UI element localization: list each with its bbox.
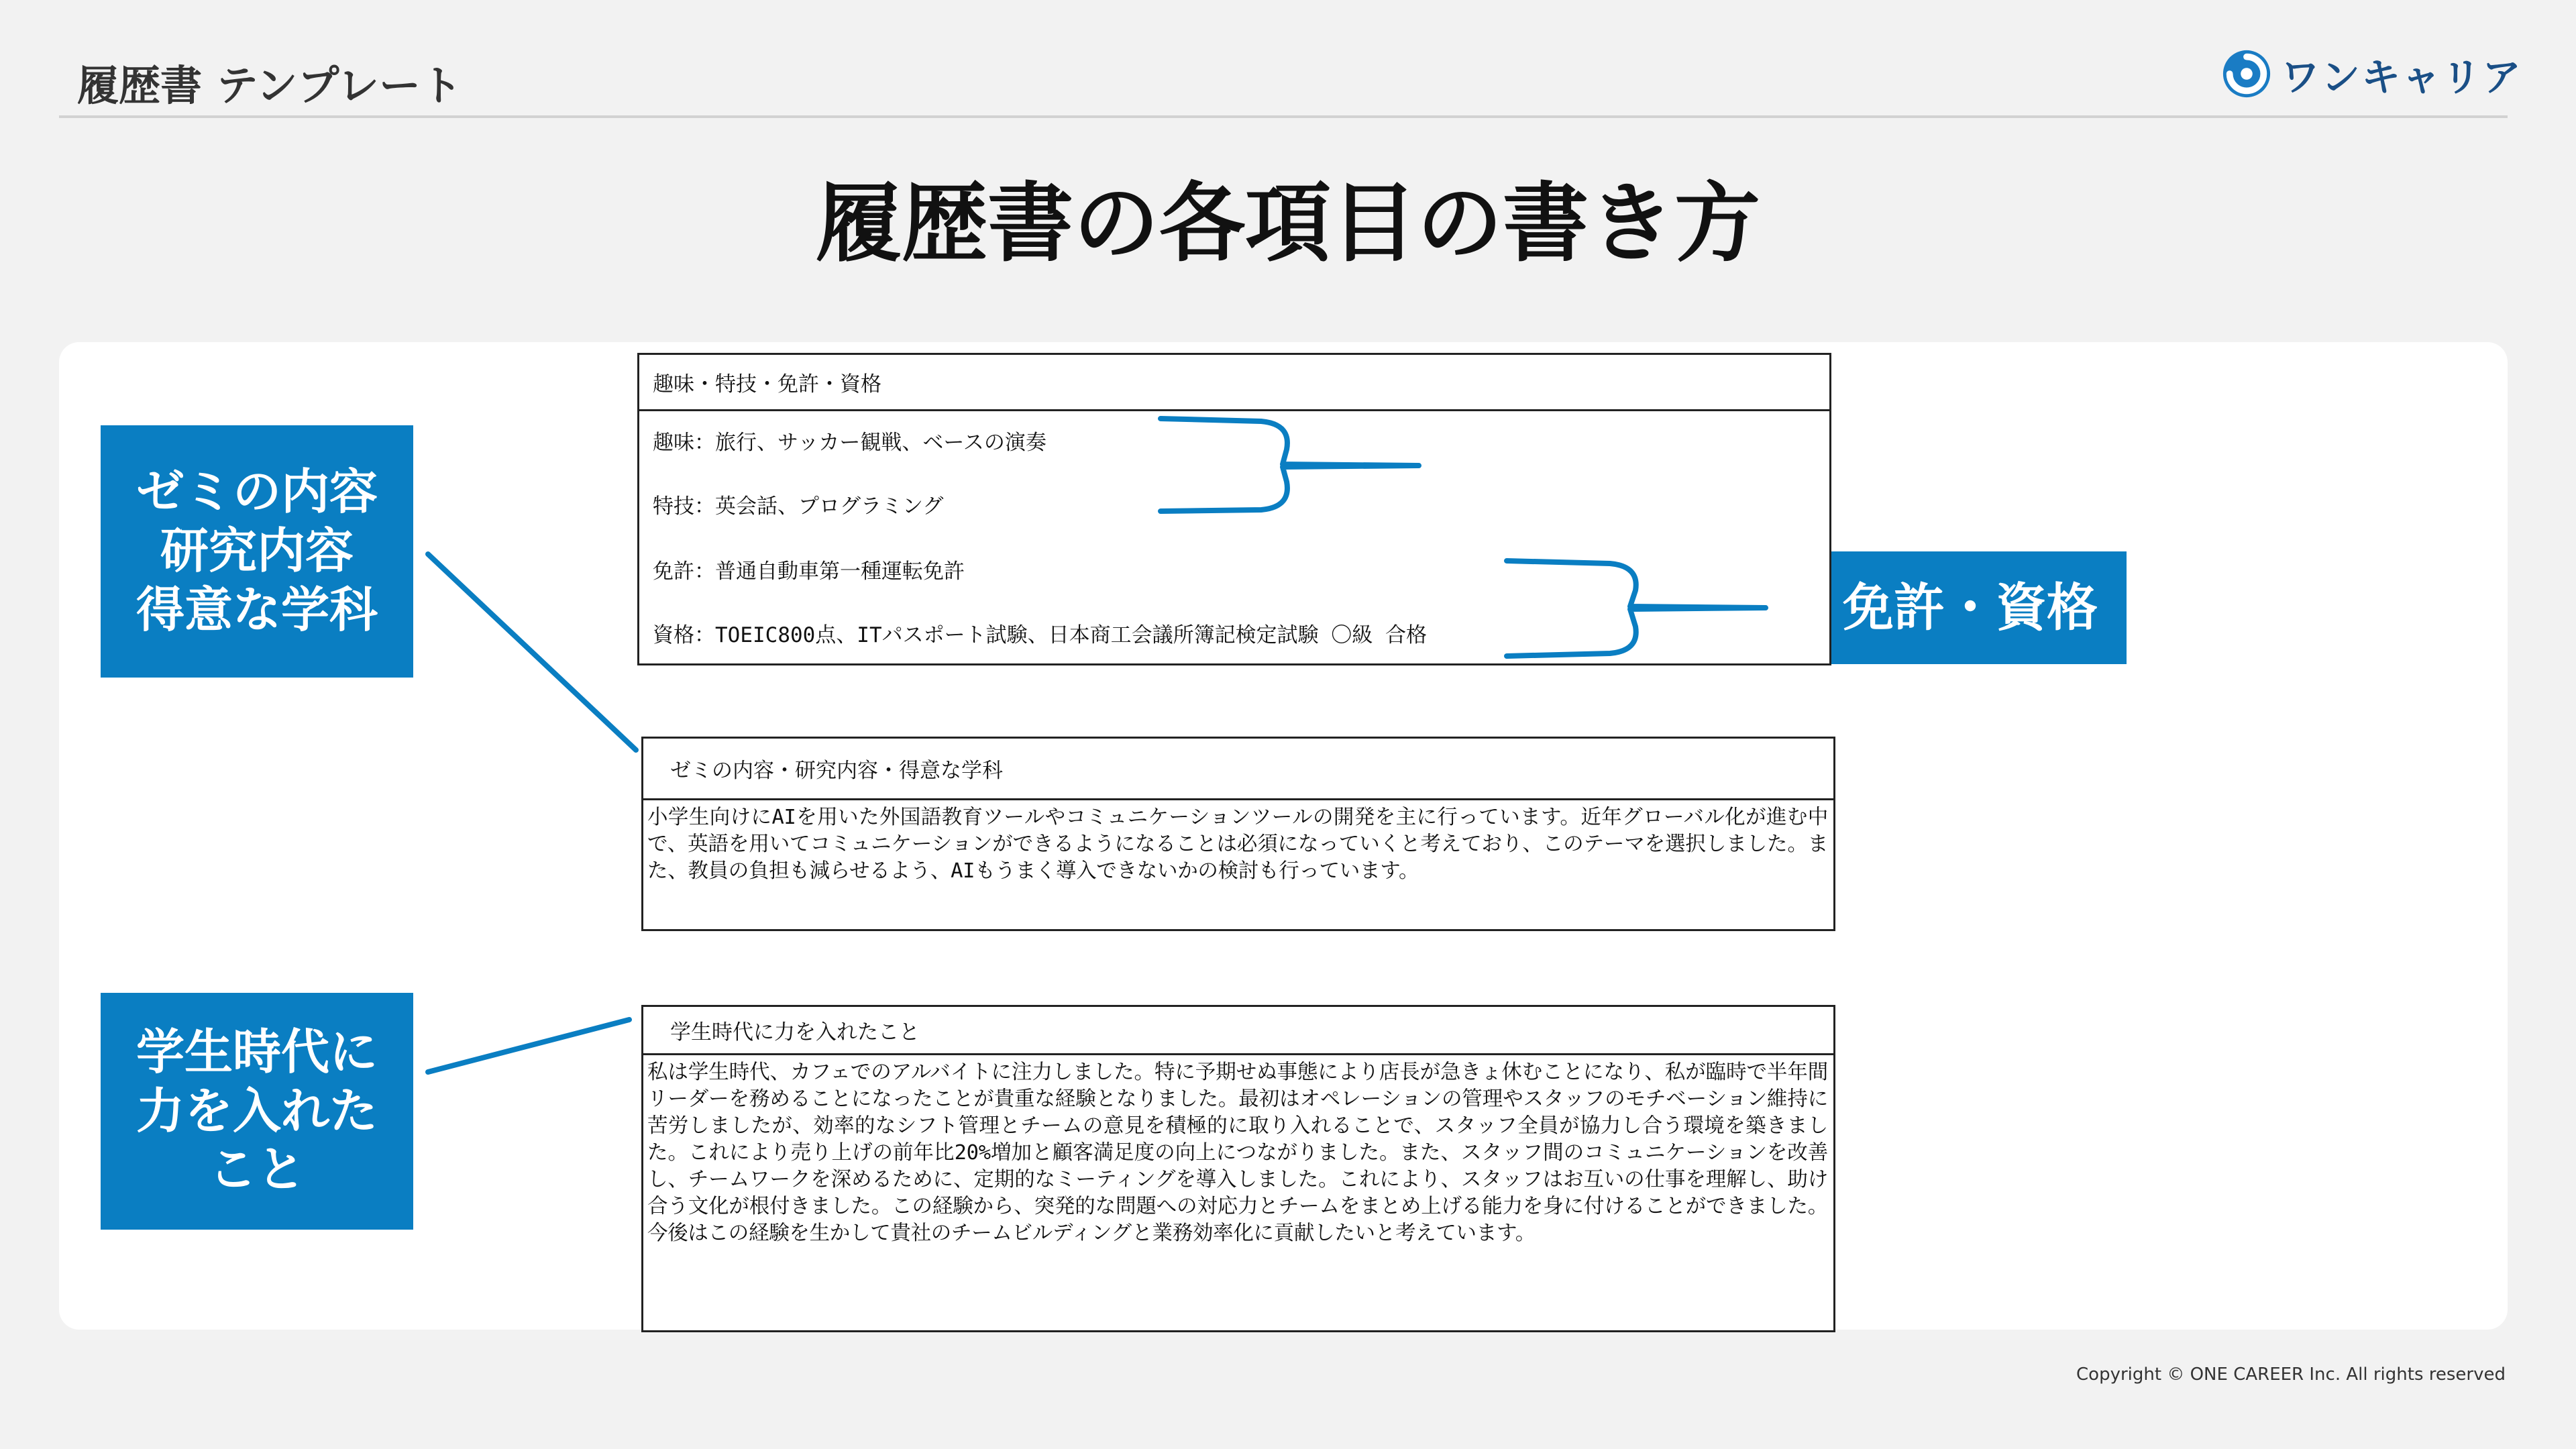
brace-hobby <box>1161 419 1419 511</box>
header-title: 履歴書 テンプレート <box>77 61 463 110</box>
form-hobby-row: 趣味：旅行、サッカー観戦、ベースの演奏 <box>653 431 1046 455</box>
connector-student-life <box>428 1020 629 1072</box>
label-student-life-line: こと <box>208 1141 305 1198</box>
form-skill-row: 特技：英会話、プログラミング <box>653 494 944 519</box>
logo-text: ワンキャリア <box>2281 54 2523 100</box>
brace-license <box>1507 561 1766 656</box>
label-student-life-line: 学生時代に <box>136 1023 378 1080</box>
form-seminar-body: 小学生向けにAIを用いた外国語教育ツールやコミュニケーションツールの開発を主に行っています。近年グローバル化が進む中で、英語を用いてコミュニケーションができるようになることは必須になっていくと考えており、このテーマを選択しました。また、教員の負担も減らせるよう、AIもうまく導入できないかの検討も行っています。 <box>647 806 1828 883</box>
label-seminar-line: ゼミの内容 <box>136 464 378 521</box>
label-seminar-line: 研究内容 <box>160 523 354 580</box>
label-student-life-line: 力を入れた <box>136 1082 378 1139</box>
connector-seminar <box>428 554 636 750</box>
form-student-header-text: 学生時代に力を入れたこと <box>670 1020 920 1044</box>
form-hobby-header-text: 趣味・特技・免許・資格 <box>653 372 881 396</box>
page-title: 履歴書の各項目の書き方 <box>815 174 1760 274</box>
copyright: Copyright © ONE CAREER Inc. All rights reserved <box>2076 1364 2506 1385</box>
label-seminar-line: 得意な学科 <box>136 581 378 638</box>
form-qualification-row: 資格：TOEIC800点、ITパスポート試験、日本商工会議所簿記検定試験 〇級 合格 <box>653 623 1427 647</box>
label-license-text: 免許・資格 <box>1843 577 2098 637</box>
form-license-row: 免許：普通自動車第一種運転免許 <box>653 559 965 584</box>
form-seminar-header-text: ゼミの内容・研究内容・得意な学科 <box>670 759 1003 783</box>
form-student-body: 私は学生時代、カフェでのアルバイトに注力しました。特に予期せぬ事態により店長が急きょ休むことになり、私が臨時で半年間リーダーを務めることになったことが貴重な経験となりました。最初はオペレーションの管理やスタッフのモチベーション維持に苦労しましたが、効率的なシフト管理とチームの意見を積極的に取り入れることで、スタッフ全員が協力し合う環境を築きました。これにより売り上げの前年比20%増加と顧客満足度の向上につながりました。また、スタッフ間のコミュニケーションを改善し、チームワークを深めるために、定期的なミーティングを導入しました。これにより、スタッフはお互いの仕事を理解し、助け合う文化が根付きました。この経験から、突発的な問題への対応力とチームをまとめ上げる能力を身に付けることができました。今後はこの経験を生かして貴社のチームビルディングと業務効率化に貢献したいと考えています。 <box>647 1061 1828 1245</box>
